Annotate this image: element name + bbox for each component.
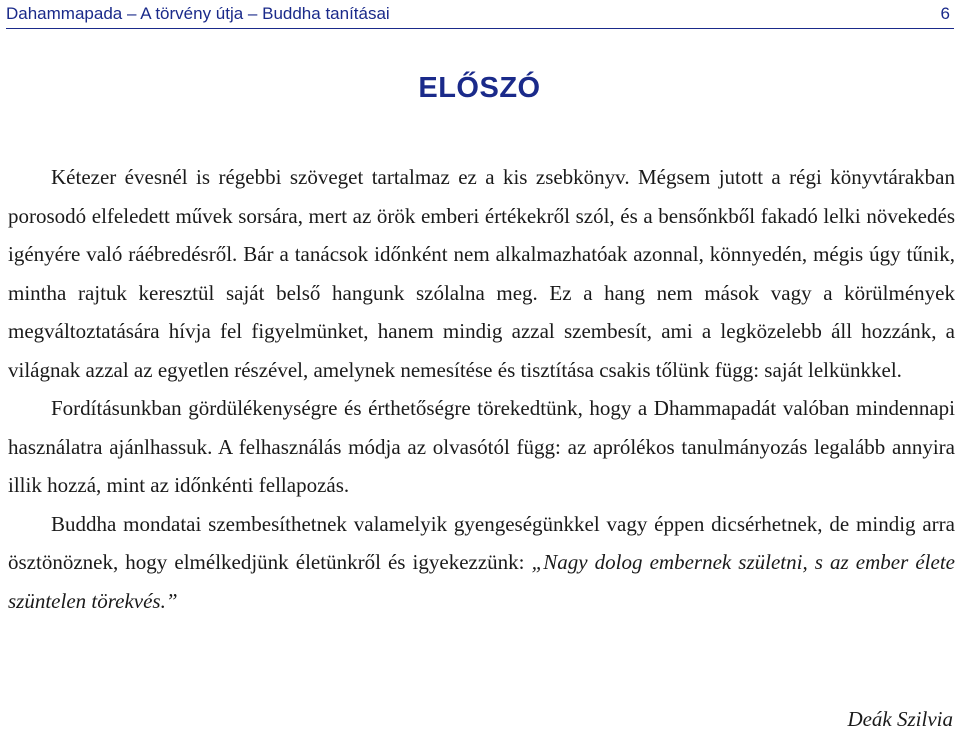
body-text xyxy=(8,158,955,620)
author-signature: Deák Szilvia xyxy=(847,707,953,731)
paragraph-3-text: Buddha mondatai szembesíthetnek valamelyik gyengeségünkkel vagy éppen dicsérhetnek, de mindig arra ösztönöznek, hogy elmélkedjünk életünkről és igyekezzünk: xyxy=(8,511,955,574)
running-title: Dahammapada – A törvény útja – Buddha tanításai xyxy=(6,4,390,23)
page-number: 6 xyxy=(940,4,950,23)
section-title: ELŐSZÓ xyxy=(418,72,541,104)
running-header xyxy=(6,4,954,29)
paragraph-2: Fordításunkban gördülékenységre és érthetőségre törekedtünk, hogy a Dhammapadát valóban mindennapi használatra ajánlhassuk. A felhasználás módja az olvasótól függ: az aprólékos tanulmányozás legalább annyira illik hozzá, mint az időnkénti fellapozás. xyxy=(8,396,955,497)
paragraph-1: Kétezer évesnél is régebbi szöveget tartalmaz ez a kis zsebkönyv. Mégsem jutott a régi könyvtárakban porosodó elfeledett művek sorsára, mert az örök emberi értékekről szól, és a bensőnkből fakadó lelki növekedés igényére való ráébredésről. Bár a tanácsok időnként nem alkalmazhatóak azonnal, könnyedén, mégis úgy tűnik, mintha rajtuk keresztül saját belső hangunk szólalna meg. Ez a hang nem mások vagy a körülmények megváltoztatására hívja fel figyelmünket, hanem mindig azzal szembesít, ami a legközelebb áll hozzánk, a világnak azzal az egyetlen részével, amelynek nemesítése és tisztítása csakis tőlünk függ: saját lelkünkkel. xyxy=(8,165,955,382)
paragraph-3 xyxy=(8,505,955,621)
closing-quote: „Nagy dolog embernek születni, s az ember élete szüntelen törekvés.” xyxy=(8,550,955,613)
